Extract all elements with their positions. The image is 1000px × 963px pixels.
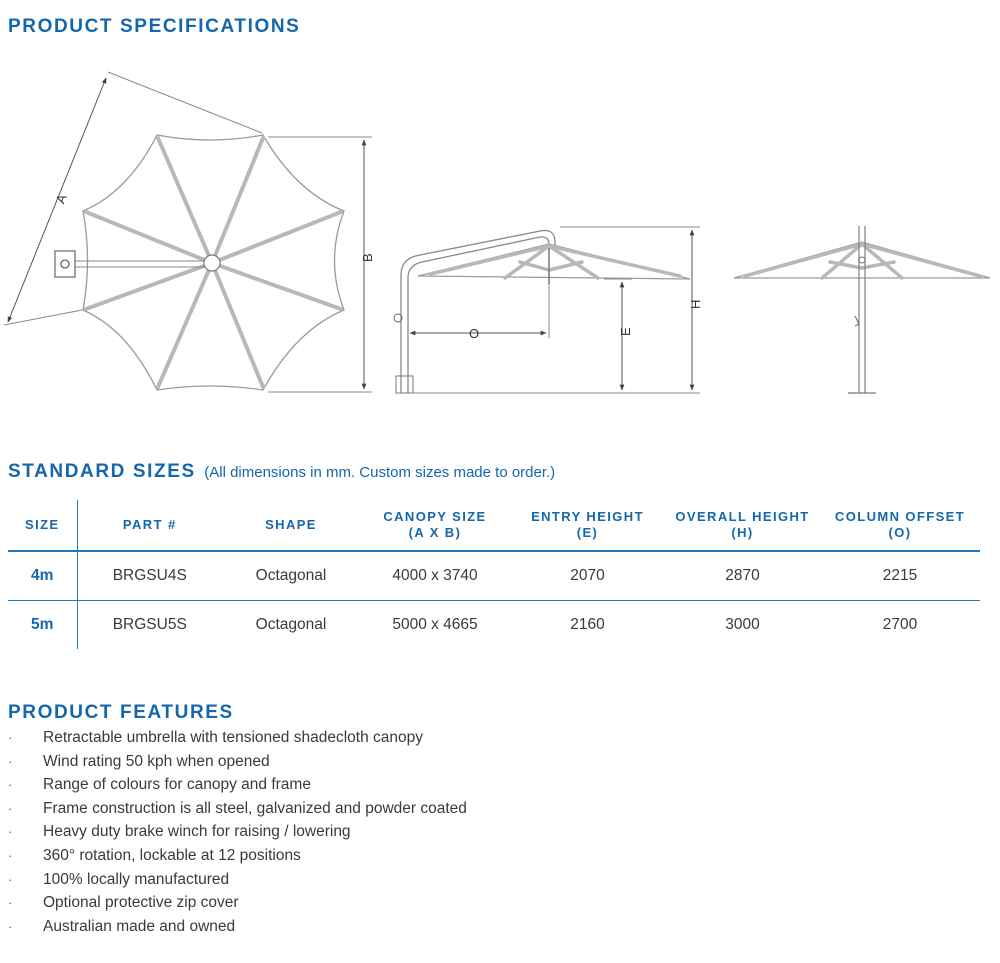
- col-header-overall-height: OVERALL HEIGHT (H): [665, 500, 820, 551]
- list-item: · Retractable umbrella with tensioned shadecloth canopy: [8, 729, 423, 746]
- bullet-icon: ·: [8, 824, 13, 840]
- bullet-icon: ·: [8, 753, 13, 769]
- side-view-cantilever: [394, 230, 690, 393]
- col-header-shape: SHAPE: [222, 500, 360, 551]
- dim-b-label: B: [360, 253, 375, 262]
- bullet-icon: ·: [8, 871, 13, 887]
- features-list: [8, 728, 467, 940]
- bullet-icon: ·: [8, 730, 13, 745]
- dim-e-label: E: [618, 327, 633, 336]
- cell-entry-height: 2070: [510, 551, 665, 601]
- dim-h-label: H: [688, 299, 703, 309]
- cell-column-offset: 2215: [820, 551, 980, 601]
- dimension-o: [410, 286, 549, 338]
- bullet-icon: ·: [8, 895, 13, 911]
- cell-canopy-size: 5000 x 4665: [392, 616, 478, 633]
- col-header-size: SIZE: [8, 500, 77, 551]
- dim-o-label: O: [468, 326, 480, 341]
- dimension-e: [412, 279, 700, 393]
- table-row: [8, 551, 980, 601]
- dimension-b: [268, 137, 372, 392]
- list-item: · Heavy duty brake winch for raising / lowering: [8, 823, 351, 841]
- bullet-icon: ·: [8, 777, 13, 793]
- cell-part: BRGSU4S: [77, 551, 222, 601]
- cell-part: BRGSU5S: [112, 616, 187, 633]
- bullet-icon: ·: [8, 800, 13, 816]
- list-item: · Frame construction is all steel, galvanized and powder coated: [8, 799, 467, 817]
- list-item: · Australian made and owned: [8, 917, 236, 935]
- table-header-row: [8, 500, 980, 551]
- standard-sizes-note: (All dimensions in mm. Custom sizes made to order.): [204, 464, 556, 481]
- cell-size: 4m: [8, 551, 77, 601]
- list-item: · Optional protective zip cover: [8, 894, 239, 912]
- table-row: [8, 601, 980, 650]
- product-specifications-title: PRODUCT SPECIFICATIONS: [8, 16, 301, 37]
- col-header-entry-height: ENTRY HEIGHT (E): [510, 500, 665, 551]
- col-header-column-offset: COLUMN OFFSET (O): [820, 500, 980, 551]
- cell-canopy-size: 4000 x 3740: [360, 551, 510, 601]
- product-features-title: PRODUCT FEATURES: [8, 702, 234, 723]
- cell-size: 5m: [8, 601, 77, 650]
- list-item: · 360° rotation, lockable at 12 positions: [8, 846, 301, 864]
- bullet-icon: ·: [8, 918, 13, 934]
- standard-sizes-table: [8, 500, 980, 649]
- standard-sizes-heading: [8, 461, 555, 483]
- cell-shape: Octagonal: [255, 616, 327, 633]
- bullet-icon: ·: [8, 847, 13, 863]
- umbrella-specification-diagram: [0, 50, 1000, 410]
- cell-shape: Octagonal: [222, 551, 360, 601]
- cell-entry-height: 2160: [570, 616, 605, 633]
- cell-overall-height: 2870: [665, 551, 820, 601]
- col-header-canopy-size: CANOPY SIZE (A X B): [360, 500, 510, 551]
- plan-view: [52, 135, 344, 390]
- col-header-part: PART #: [77, 500, 222, 551]
- list-item: · Range of colours for canopy and frame: [8, 776, 311, 794]
- front-view: [734, 226, 990, 393]
- list-item: · 100% locally manufactured: [8, 870, 230, 888]
- list-item: · Wind rating 50 kph when opened: [8, 752, 270, 770]
- standard-sizes-title: STANDARD SIZES: [8, 461, 196, 482]
- cell-overall-height: 3000: [725, 616, 760, 633]
- cell-column-offset: 2700: [882, 616, 918, 633]
- dim-a-label: A: [52, 191, 70, 206]
